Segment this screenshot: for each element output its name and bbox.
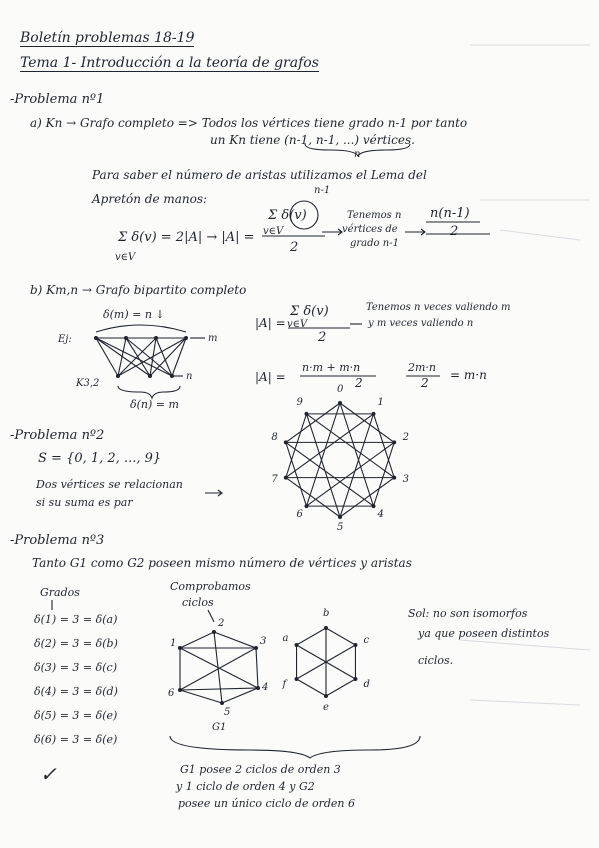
degree-row: δ(5) = 3 = δ(e) xyxy=(34,709,118,722)
p1b-f1-den: 2 xyxy=(318,330,327,345)
problem-2-heading: -Problema nº2 xyxy=(10,428,105,443)
handshake-lhs: Σ δ(v) = 2|A| → |A| = xyxy=(118,230,255,245)
g1-vertex xyxy=(212,630,216,634)
p1a-brace xyxy=(305,144,410,156)
g1-vertex-label: 3 xyxy=(260,636,267,647)
p3-solution-2: ya que poseen distintos xyxy=(418,627,550,640)
g2-vertex-label: b xyxy=(323,608,330,619)
p3-conclusion-3: posee un único ciclo de orden 6 xyxy=(178,797,355,810)
handshake-lhs-sub: v∈V xyxy=(115,252,136,263)
p1b-degree-n: δ(n) = m xyxy=(130,398,179,411)
topic-title: Tema 1- Introducción a la teoría de grafos xyxy=(20,55,319,71)
g1-vertex-label: 2 xyxy=(218,618,225,629)
g1-name: G1 xyxy=(212,722,227,733)
g1-edge xyxy=(256,648,258,688)
bipartite-edge xyxy=(172,338,186,376)
p3-check-title-2: ciclos xyxy=(182,596,214,609)
handshake-circle xyxy=(290,201,318,229)
g2-vertex-label: e xyxy=(323,702,329,713)
parity-vertex xyxy=(284,440,288,444)
p1b-f2-num: n·m + m·n xyxy=(302,361,361,374)
parity-vertex-label: 5 xyxy=(337,522,344,533)
p2-text1: Dos vértices se relacionan xyxy=(36,478,183,491)
p1b-m-label: m xyxy=(208,333,218,344)
parity-edge xyxy=(286,478,340,517)
parity-vertex xyxy=(372,412,376,416)
bipartite-edge xyxy=(156,338,172,376)
p1-para-line1: Para saber el número de aristas utilizamos el Lema del xyxy=(92,168,427,182)
degree-row: δ(3) = 3 = δ(c) xyxy=(34,661,117,674)
parity-edge xyxy=(340,478,394,517)
g1-edge xyxy=(180,688,258,690)
parity-vertex xyxy=(304,504,308,508)
g2-vertex-label: a xyxy=(282,633,289,644)
parity-vertex-label: 4 xyxy=(377,508,384,520)
g1-edge xyxy=(180,632,214,648)
g2-vertex xyxy=(295,643,299,647)
g2-edge xyxy=(297,679,326,696)
problem-1-heading: -Problema nº1 xyxy=(10,92,105,107)
handshake-num-sub: v∈V xyxy=(263,226,284,237)
p1b-top-brace xyxy=(96,325,186,332)
p2-set: S = {0, 1, 2, ..., 9} xyxy=(38,451,162,466)
g1-vertex-label: 6 xyxy=(168,688,175,699)
g1-edge xyxy=(214,632,256,648)
g2-vertex xyxy=(353,677,357,681)
parity-vertex-label: 8 xyxy=(271,431,278,443)
parity-graph xyxy=(284,401,396,519)
bipartite-edge xyxy=(118,338,126,376)
g2-vertex-label: c xyxy=(363,635,370,646)
handshake-note1: Tenemos n xyxy=(347,210,402,221)
g1-edge xyxy=(180,690,222,703)
parity-vertex-label: 7 xyxy=(271,474,278,486)
p3-solution-3: ciclos. xyxy=(418,654,454,667)
parity-vertex xyxy=(304,412,308,416)
p1-para-line2: Apretón de manos: xyxy=(92,192,208,206)
g2-edge xyxy=(326,679,355,696)
p1b-f2-mid-den: 2 xyxy=(421,376,429,390)
handshake-note2: vértices de xyxy=(342,224,398,235)
check-mark: ✓ xyxy=(40,762,57,786)
p3-bottom-brace xyxy=(170,736,420,758)
parity-vertex-label: 3 xyxy=(402,474,409,486)
notebook-title: Boletín problemas 18-19 xyxy=(20,30,195,46)
parity-vertex xyxy=(392,440,396,444)
handshake-den: 2 xyxy=(290,240,299,255)
p1b-f1-sub: v∈V xyxy=(287,319,308,330)
p1b-f1-lhs: |A| = xyxy=(255,316,286,330)
p3-degrees-title: Grados xyxy=(40,586,80,599)
parity-edge xyxy=(286,442,374,506)
bipartite-graph xyxy=(94,336,188,378)
bipartite-edge xyxy=(118,338,186,376)
p1b-line: b) Km,n → Grafo bipartito completo xyxy=(30,283,247,297)
cycles-arrow xyxy=(208,610,214,622)
parity-vertex xyxy=(338,401,342,405)
p2-text2: si su suma es par xyxy=(36,496,133,509)
g1-vertex xyxy=(178,646,182,650)
parity-edge xyxy=(286,442,307,506)
g1-vertex-label: 4 xyxy=(262,682,269,693)
parity-edge xyxy=(286,414,307,478)
parity-edge xyxy=(306,403,340,506)
parity-edge xyxy=(286,414,374,478)
p1a-line2: un Kn tiene (n-1, n-1, ...) vértices. xyxy=(210,133,415,147)
handshake-note3: grado n-1 xyxy=(350,238,399,249)
g2-vertex-label: d xyxy=(363,679,370,690)
p3-solution-1: Sol: no son isomorfos xyxy=(408,607,528,620)
parity-edge xyxy=(306,414,394,478)
parity-vertex xyxy=(284,476,288,480)
parity-vertex xyxy=(372,504,376,508)
parity-edge xyxy=(340,414,374,517)
g1-vertex xyxy=(256,686,260,690)
g2-edge xyxy=(297,628,326,645)
p3-intro: Tanto G1 como G2 poseen mismo número de vértices y aristas xyxy=(32,556,412,570)
g2-vertex xyxy=(324,694,328,698)
parity-vertex-label: 9 xyxy=(296,397,303,409)
parity-vertex-label: 0 xyxy=(337,384,344,395)
p1b-note1: Tenemos n veces valiendo m xyxy=(366,302,511,313)
handshake-num-top: n-1 xyxy=(314,185,331,196)
p1b-degree-m: δ(m) = n ↓ xyxy=(103,308,165,321)
parity-edge xyxy=(340,403,374,506)
p1b-f2-mid-num: 2m·n xyxy=(408,361,437,374)
parity-vertex-label: 6 xyxy=(296,508,303,520)
p1a-n-label: n xyxy=(354,149,361,160)
p3-check-title-1: Comprobamos xyxy=(170,580,251,593)
parity-edge xyxy=(340,403,394,442)
degree-row: δ(4) = 3 = δ(d) xyxy=(34,685,118,698)
p1b-f2-lhs: |A| = xyxy=(255,370,286,384)
degree-row: δ(1) = 3 = δ(a) xyxy=(34,613,118,626)
p1b-f2-result: = m·n xyxy=(450,368,487,382)
degree-row: δ(6) = 3 = δ(e) xyxy=(34,733,118,746)
graph-g1 xyxy=(178,630,260,705)
p1a-line1: a) Kn → Grafo completo => Todos los vértices tiene grado n-1 por tanto xyxy=(30,116,468,130)
g2-vertex xyxy=(353,643,357,647)
parity-vertex-label: 1 xyxy=(377,397,384,409)
p3-conclusion-1: G1 posee 2 ciclos de orden 3 xyxy=(180,763,341,776)
g2-vertex xyxy=(295,677,299,681)
g1-vertex xyxy=(220,701,224,705)
p1b-example-label: Ej: xyxy=(58,334,72,345)
handshake-result-den: 2 xyxy=(450,224,459,239)
handshake-num: Σ δ(v) xyxy=(268,208,307,223)
g1-vertex xyxy=(254,646,258,650)
g1-vertex xyxy=(178,688,182,692)
parity-edge xyxy=(374,414,395,478)
bipartite-edge xyxy=(126,338,150,376)
p1b-n-label: n xyxy=(186,371,193,382)
parity-edge xyxy=(306,414,340,517)
graph-g2 xyxy=(295,626,358,698)
g1-edge xyxy=(180,648,258,688)
parity-vertex xyxy=(338,515,342,519)
g1-vertex-label: 1 xyxy=(170,638,177,649)
parity-edge xyxy=(286,403,340,442)
parity-edge xyxy=(374,442,395,506)
parity-vertex xyxy=(392,476,396,480)
p1b-f2-den: 2 xyxy=(355,376,363,390)
parity-edge xyxy=(306,442,394,506)
degree-row: δ(2) = 3 = δ(b) xyxy=(34,637,118,650)
g2-vertex xyxy=(324,626,328,630)
p3-conclusion-2: y 1 ciclo de orden 4 y G2 xyxy=(176,780,315,793)
p1b-note2: y m veces valiendo n xyxy=(368,318,474,329)
g1-vertex-label: 5 xyxy=(224,707,231,718)
g1-edge xyxy=(222,688,258,703)
g2-edge xyxy=(326,628,355,645)
problem-3-heading: -Problema nº3 xyxy=(10,533,105,548)
g2-vertex-label: f xyxy=(282,679,287,690)
handshake-result-num: n(n-1) xyxy=(430,206,470,221)
p1b-f1-num: Σ δ(v) xyxy=(290,304,329,319)
p1b-bottom-brace xyxy=(118,386,180,398)
parity-vertex-label: 2 xyxy=(402,431,409,443)
p1b-graph-name: K3,2 xyxy=(76,378,100,389)
